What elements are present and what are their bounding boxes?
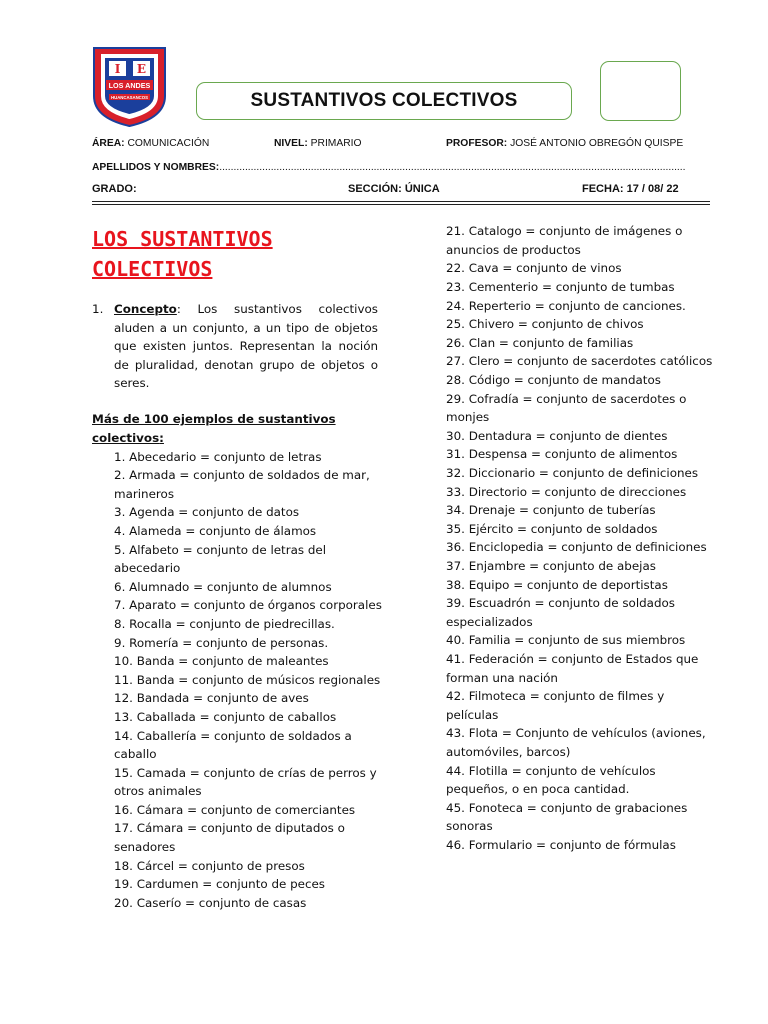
area-field: [92, 138, 209, 149]
list-item: 16. Cámara = conjunto de comerciantes: [114, 802, 356, 817]
examples-colon: :: [159, 430, 164, 445]
list-item: 5. Alfabeto = conjunto de letras del abecedario: [114, 542, 327, 576]
area-value: COMUNICACIÓN: [127, 138, 210, 149]
worksheet-title: SUSTANTIVOS COLECTIVOS: [250, 90, 518, 111]
list-item: 42. Filmoteca = conjunto de filmes y películas: [446, 689, 665, 722]
apellidos-field: [92, 162, 692, 173]
profesor-field: [446, 138, 683, 149]
concept-text: : Los sustantivos colectivos aluden a un conjunto, a un tipo de objetos que existen juntos. Representan la noción de pluralidad, denotan grupo de objetos o seres.: [114, 302, 378, 391]
list-item: 30. Dentadura = conjunto de dientes: [446, 428, 668, 443]
list-item: 8. Rocalla = conjunto de piedrecillas.: [114, 616, 335, 631]
list-item: 10. Banda = conjunto de maleantes: [114, 654, 329, 669]
list-item: 6. Alumnado = conjunto de alumnos: [114, 579, 332, 594]
list-item: 43. Flota = Conjunto de vehículos (aviones, automóviles, barcos): [446, 726, 706, 759]
list-item: 33. Directorio = conjunto de direcciones: [446, 484, 687, 499]
concept-label: Concepto: [114, 302, 177, 316]
list-item: 37. Enjambre = conjunto de abejas: [446, 558, 656, 573]
apellidos-label: APELLIDOS Y NOMBRES:: [92, 162, 220, 173]
list-item: 27. Clero = conjunto de sacerdotes católicos: [446, 354, 713, 369]
list-item: 23. Cementerio = conjunto de tumbas: [446, 280, 675, 295]
list-item: 40. Familia = conjunto de sus miembros: [446, 633, 686, 648]
list-item: 11. Banda = conjunto de músicos regionales: [114, 672, 381, 687]
logo-name: LOS ANDES: [108, 81, 151, 90]
logo-subtitle: HUANCASANCOS: [110, 95, 149, 100]
list-item: 13. Caballada = conjunto de caballos: [114, 709, 337, 724]
nivel-value: PRIMARIO: [310, 138, 362, 149]
list-item: 44. Flotilla = conjunto de vehículos pequeños, o en poca cantidad.: [446, 763, 656, 797]
list-item: 7. Aparato = conjunto de órganos corporales: [114, 598, 382, 613]
examples-heading: [92, 410, 378, 447]
logo-letter-e: E: [136, 62, 147, 76]
logo-letter-i: I: [114, 62, 121, 76]
list-item: 17. Cámara = conjunto de diputados o senadores: [114, 821, 345, 855]
photo-box: [600, 61, 681, 121]
examples-title: Más de 100 ejemplos de sustantivos colectivos: [92, 412, 336, 445]
list-item: 29. Cofradía = conjunto de sacerdotes o monjes: [446, 391, 687, 425]
list-item: 39. Escuadrón = conjunto de soldados especializados: [446, 596, 675, 629]
list-item: 15. Camada = conjunto de crías de perros y otros animales: [114, 765, 377, 799]
list-item: 20. Caserío = conjunto de casas: [114, 895, 307, 910]
grade-row: [92, 183, 710, 201]
list-item: 41. Federación = conjunto de Estados que forman una nación: [446, 651, 699, 685]
header-rule-bottom: [92, 204, 710, 205]
school-logo: [92, 46, 167, 128]
list-item: 32. Diccionario = conjunto de definiciones: [446, 466, 699, 481]
list-item: 14. Caballería = conjunto de soldados a caballo: [114, 728, 352, 762]
list-item: 34. Drenaje = conjunto de tuberías: [446, 503, 656, 518]
area-label: ÁREA:: [92, 138, 125, 149]
list-item: 31. Despensa = conjunto de alimentos: [446, 447, 678, 462]
title-box: [196, 82, 572, 120]
profesor-value: JOSÉ ANTONIO OBREGÓN QUISPE: [510, 138, 684, 149]
list-item: 9. Romería = conjunto de personas.: [114, 635, 329, 650]
main-title: LOS SUSTANTIVOS COLECTIVOS: [92, 227, 273, 281]
examples-list-right: [446, 222, 716, 854]
list-item: 46. Formulario = conjunto de fórmulas: [446, 837, 676, 852]
list-item: 21. Catalogo = conjunto de imágenes o anuncios de productos: [446, 224, 683, 257]
seccion-label: SECCIÓN: ÚNICA: [348, 183, 440, 195]
list-item: 38. Equipo = conjunto de deportistas: [446, 577, 668, 592]
list-item: 28. Código = conjunto de mandatos: [446, 373, 661, 388]
list-item: 24. Reperterio = conjunto de canciones.: [446, 298, 686, 313]
list-item: 45. Fonoteca = conjunto de grabaciones sonoras: [446, 800, 688, 834]
examples-list-left: [114, 448, 384, 913]
fecha-label: FECHA: 17 / 08/ 22: [582, 183, 679, 195]
header-rule-top: [92, 201, 710, 202]
nivel-field: [274, 138, 362, 149]
list-item: 12. Bandada = conjunto de aves: [114, 691, 309, 706]
grado-label: GRADO:: [92, 183, 137, 195]
nivel-label: NIVEL:: [274, 138, 308, 149]
concept-number: 1.: [92, 302, 104, 316]
list-item: 25. Chivero = conjunto de chivos: [446, 317, 644, 332]
list-item: 35. Ejército = conjunto de soldados: [446, 521, 658, 536]
list-item: 22. Cava = conjunto de vinos: [446, 261, 622, 276]
list-item: 26. Clan = conjunto de familias: [446, 335, 634, 350]
list-item: 1. Abecedario = conjunto de letras: [114, 449, 322, 464]
apellidos-dots: ...................................................................................................................................................................: [219, 162, 686, 173]
list-item: 19. Cardumen = conjunto de peces: [114, 877, 325, 892]
concept-paragraph: [92, 300, 378, 393]
list-item: 36. Enciclopedia = conjunto de definiciones: [446, 540, 707, 555]
list-item: 4. Alameda = conjunto de álamos: [114, 523, 317, 538]
list-item: 2. Armada = conjunto de soldados de mar, marineros: [114, 468, 370, 501]
profesor-label: PROFESOR:: [446, 138, 508, 149]
list-item: 3. Agenda = conjunto de datos: [114, 505, 300, 520]
list-item: 18. Cárcel = conjunto de presos: [114, 858, 305, 873]
